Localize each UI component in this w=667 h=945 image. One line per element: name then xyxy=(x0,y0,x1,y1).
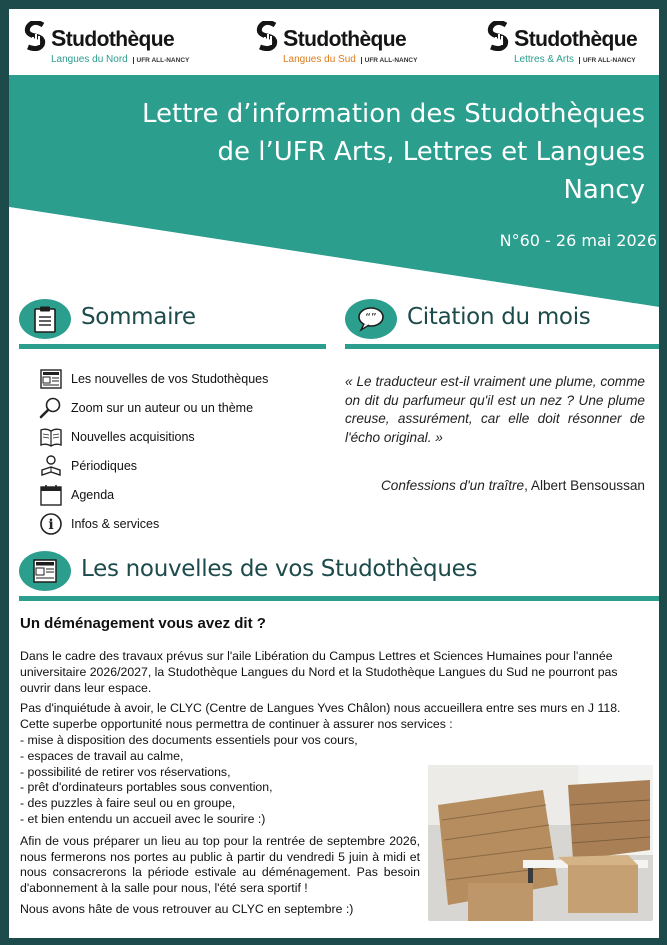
citation-author: , Albert Bensoussan xyxy=(524,478,645,493)
section-underline xyxy=(345,344,659,349)
logo-ufr: UFR ALL-NANCY xyxy=(133,57,190,64)
citation-source xyxy=(345,478,645,493)
news-heading xyxy=(19,551,659,599)
list-item: - des puzzles à faire seul ou en groupe, xyxy=(20,796,236,811)
table-of-contents xyxy=(39,367,299,541)
logo-bar xyxy=(9,9,659,75)
toc-item-acquisitions[interactable] xyxy=(39,425,299,454)
citation-book: Confessions d'un traître xyxy=(380,478,525,493)
svg-text:i: i xyxy=(48,517,54,533)
title-line: Lettre d’information des Studothèques xyxy=(142,99,645,129)
brand-name: Studothèque xyxy=(283,25,407,51)
title-line: de l’UFR Arts, Lettres et Langues xyxy=(217,137,645,167)
citation-text: « Le traducteur est-il vraiment une plume, comme on dit du parfumeur qu'il est un nez ? Une plume creuse, assurément, car elle doit résonner de l'écho original. » xyxy=(345,374,645,445)
toc-label: Zoom sur un auteur ou un thème xyxy=(71,401,254,415)
list-item: - possibilité de retirer vos réservations, xyxy=(20,764,231,779)
logo-subtitle xyxy=(51,54,189,65)
section-underline xyxy=(19,344,326,349)
newsletter-title xyxy=(45,95,645,209)
logo-subtitle xyxy=(514,54,636,65)
logo-place: Lettres & Arts xyxy=(514,54,575,65)
cardboard-boxes-photo xyxy=(428,765,653,921)
toc-item-nouvelles[interactable] xyxy=(39,367,299,396)
studotheque-logo-mark xyxy=(255,21,281,51)
toc-label: Périodiques xyxy=(71,459,138,473)
clipboard-icon xyxy=(19,299,71,339)
list-item: - mise à disposition des documents essentiels pour vos cours, xyxy=(20,732,358,747)
logo-place: Langues du Nord xyxy=(51,54,128,65)
reader-icon xyxy=(39,454,63,478)
section-title: Les nouvelles de vos Studothèques xyxy=(81,556,478,582)
sommaire-heading xyxy=(19,299,326,347)
title-line: Nancy xyxy=(563,175,645,205)
toc-label: Infos & services xyxy=(71,517,160,531)
article-line: Cette superbe opportunité nous permettra de continuer à assurer nos services : xyxy=(20,717,453,732)
citation-heading xyxy=(345,299,659,347)
info-icon xyxy=(39,512,63,536)
speech-bubble-icon xyxy=(345,299,397,339)
calendar-icon xyxy=(39,483,63,507)
list-item: - et bien entendu un accueil avec le sourire :) xyxy=(20,811,266,826)
toc-label: Nouvelles acquisitions xyxy=(71,430,195,444)
svg-text:“”: “” xyxy=(365,311,377,324)
list-item: - espaces de travail au calme, xyxy=(20,748,184,763)
open-book-icon xyxy=(39,425,63,449)
toc-label: Les nouvelles de vos Studothèques xyxy=(71,372,269,386)
newsletter-page xyxy=(9,9,659,938)
studotheque-logo-mark xyxy=(23,21,49,51)
toc-item-infos[interactable] xyxy=(39,512,299,541)
studotheque-logo-mark xyxy=(486,21,512,51)
issue-number-date: N°60 - 26 mai 2026 xyxy=(499,231,657,250)
section-underline xyxy=(19,596,659,601)
brand-name: Studothèque xyxy=(514,25,638,51)
toc-item-periodiques[interactable] xyxy=(39,454,299,483)
logo-ufr: UFR ALL-NANCY xyxy=(579,57,636,64)
newspaper-icon xyxy=(39,367,63,391)
magnifier-icon xyxy=(39,396,63,420)
toc-label: Agenda xyxy=(71,488,115,502)
list-item: - prêt d'ordinateurs portables sous convention, xyxy=(20,780,273,795)
article-title: Un déménagement vous avez dit ? xyxy=(20,615,266,632)
brand-name: Studothèque xyxy=(51,25,175,51)
section-title: Citation du mois xyxy=(407,304,591,330)
article-line: Pas d'inquiétude à avoir, le CLYC (Centre de Langues Yves Châlon) nous accueillera entre ses murs en J 118. xyxy=(20,701,621,716)
newspaper-icon xyxy=(19,551,71,591)
article-paragraph: Dans le cadre des travaux prévus sur l'aile Libération du Campus Lettres et Sciences Humaines pour l'année universitaire 2026/2027, la Studothèque Langues du Nord et la Studothèque Langues du Sud ne pourront pas ouvrir dans leur espace. xyxy=(20,649,618,695)
toc-item-zoom[interactable] xyxy=(39,396,299,425)
section-title: Sommaire xyxy=(81,304,196,330)
logo-place: Langues du Sud xyxy=(283,54,356,65)
article-paragraph: Nous avons hâte de vous retrouver au CLYC en septembre :) xyxy=(20,901,354,916)
logo-ufr: UFR ALL-NANCY xyxy=(361,57,418,64)
logo-subtitle xyxy=(283,54,417,65)
header-band xyxy=(9,75,659,315)
article-paragraph: Afin de vous préparer un lieu au top pour la rentrée de septembre 2026, nous fermerons nos portes au public à partir du vendredi 5 juin à midi et nous consacrerons la période estivale au déménagement. Pas besoin d'abonnement à la salle pour nous, l'été sera sportif ! xyxy=(20,833,420,896)
toc-item-agenda[interactable] xyxy=(39,483,299,512)
